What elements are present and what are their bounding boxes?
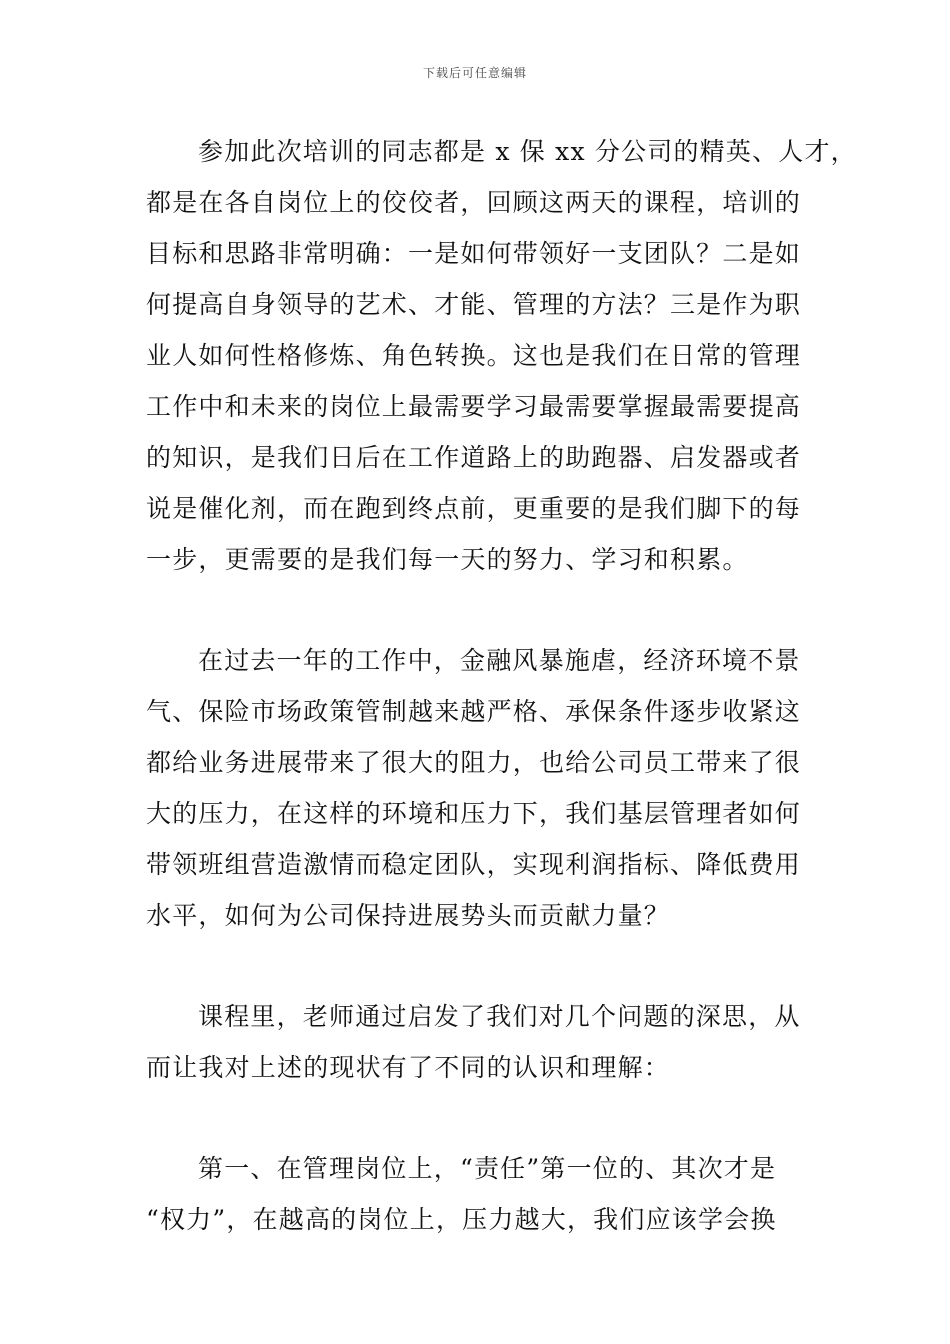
paragraph-line: 的知识，是我们日后在工作道路上的助跑器、启发器或者 <box>146 443 802 472</box>
paragraph-line: 带领班组营造激情而稳定团队，实现利润指标、降低费用 <box>146 850 802 879</box>
paragraph-line: 目标和思路非常明确：一是如何带领好一支团队？二是如 <box>146 239 802 268</box>
paragraph-line: 一步，更需要的是我们每一天的努力、学习和积累。 <box>146 545 749 574</box>
paragraph-line: 第一、在管理岗位上，“责任”第一位的、其次才是 <box>198 1154 777 1183</box>
paragraph-line: 大的压力，在这样的环境和压力下，我们基层管理者如何 <box>146 799 802 828</box>
paragraph-2 <box>146 635 812 941</box>
document-body <box>146 126 857 1295</box>
paragraph-line: 而让我对上述的现状有了不同的认识和理解： <box>146 1053 671 1082</box>
paragraph-line: 何提高自身领导的艺术、才能、管理的方法？三是作为职 <box>146 290 802 319</box>
paragraph-line: “权力”，在越高的岗位上，压力越大，我们应该学会换 <box>146 1205 777 1234</box>
paragraph-3 <box>146 991 812 1093</box>
paragraph-line: 业人如何性格修炼、角色转换。这也是我们在日常的管理 <box>146 341 802 370</box>
paragraph-line: 说是催化剂，而在跑到终点前，更重要的是我们脚下的每 <box>146 494 802 523</box>
paragraph-line: 工作中和未来的岗位上最需要学习最需要掌握最需要提高 <box>146 392 802 421</box>
paragraph-line: 参加此次培训的同志都是 x 保 xx 分公司的精英、人才， <box>198 137 857 166</box>
page-header: 下载后可任意编辑 <box>422 66 527 80</box>
paragraph-line: 都是在各自岗位上的佼佼者，回顾这两天的课程，培训的 <box>146 188 802 217</box>
paragraph-4 <box>146 1143 812 1245</box>
paragraph-line: 气、保险市场政策管制越来越严格、承保条件逐步收紧这 <box>146 697 802 726</box>
paragraph-line: 水平，如何为公司保持进展势头而贡献力量？ <box>146 901 671 930</box>
paragraph-line: 在过去一年的工作中，金融风暴施虐，经济环境不景 <box>198 646 801 675</box>
paragraph-1 <box>146 126 857 585</box>
paragraph-line: 都给业务进展带来了很大的阻力，也给公司员工带来了很 <box>146 748 802 777</box>
paragraph-line: 课程里，老师通过启发了我们对几个问题的深思，从 <box>198 1002 801 1031</box>
